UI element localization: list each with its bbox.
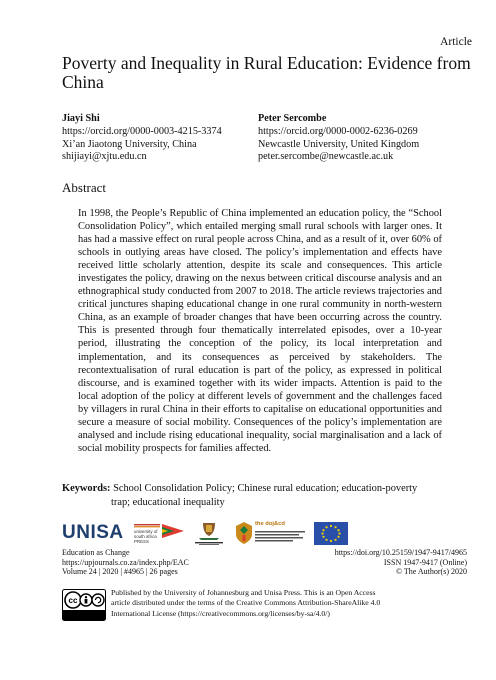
abstract-text: In 1998, the People’s Republic of China implemented an education policy, the “School Consolidation Policy”, which entailed merging small rural schools with larger ones. It has had a massive effect on rural people across China, and as a result of it, over 60% of schools in outlying areas have closed. The policy’s implementation and effects have received little scholarly attention, despite its scale and consequences. This article investigates the policy, drawing on the nexus between critical discourse analysis and an ethnographical study conducted from 2007 to 2018. The article reviews trajectories and critical junctures shaping educational change in one rural community in north-western China, as an example of broader changes that have been occurring across the country. This is presented through four thematically interrelated episodes, over a 10-year period, illustrating the conception of the policy, its local interpretation and implementation, and its consequences as perceived by stakeholders. The recontextualisation of rural education is part of the policy, as expressed in political discourse, and is examined together with its wider impacts. Attention is paid to the local adoption of the policy at different levels of government and the challenges faced by villagers in rural China in their efforts to capitalise on educational opportunities and secure a measure of social mobility. Consequences of the policy’s implementation are analysed and include rising educational inequality, social marginalisation and a lack of social mobility prospects for families affected.	[78, 208, 442, 454]
author-email-link[interactable]: peter.sercombe@newcastle.ac.uk	[258, 151, 394, 163]
cc-badge-text: cc	[68, 596, 78, 606]
author-name: Peter Sercombe	[258, 113, 327, 124]
copyright: © The Author(s) 2020	[395, 567, 467, 577]
license-line-2: article distributed under the terms of the Creative Commons Attribution-ShareAlike 4.0	[111, 598, 381, 608]
author-orcid-link[interactable]: https://orcid.org/0000-0003-4215-3374	[62, 125, 222, 137]
volume-info: Volume 24 | 2020 | #4965 | 26 pages	[62, 567, 178, 577]
keywords	[62, 482, 446, 509]
doj-emblem-icon	[236, 522, 252, 544]
author-block-1	[62, 113, 222, 164]
press-bars-icon	[134, 524, 160, 528]
journal-name: Education as Change	[62, 548, 130, 557]
doj-logo-text: the doj&cd	[255, 521, 285, 527]
publisher-logos	[62, 520, 302, 546]
author-email-link[interactable]: shijiayi@xjtu.edu.cn	[62, 151, 147, 163]
sa-icon	[92, 594, 104, 606]
license-line-1: Published by the University of Johannesburg and Unisa Press. This is an Open Access	[111, 588, 376, 597]
author-affiliation: Newcastle University, United Kingdom	[258, 138, 420, 150]
journal-url-link[interactable]: https://upjournals.co.za/index.php/EAC	[62, 557, 189, 567]
unisa-press-logo	[134, 524, 160, 545]
publication-info	[335, 548, 467, 577]
keywords-line-1: School Consolidation Policy; Chinese rural education; education-poverty	[113, 483, 418, 494]
author-affiliation: Xi’an Jiaotong University, China	[62, 138, 197, 150]
coat-of-arms-icon	[189, 520, 229, 546]
article-title: Poverty and Inequality in Rural Education: Evidence from China	[62, 53, 471, 92]
doi-link[interactable]: https://doi.org/10.25159/1947-9417/4965	[334, 548, 467, 557]
license-text	[111, 588, 431, 619]
cc-by-sa-badge[interactable]	[62, 589, 106, 621]
author-block-2	[258, 113, 419, 164]
author-orcid-link[interactable]: https://orcid.org/0000-0002-6236-0269	[258, 125, 418, 137]
article-type-label: Article	[440, 36, 472, 48]
flag-icon	[162, 524, 184, 538]
unisa-logo: UNISA	[62, 522, 124, 543]
abstract-heading: Abstract	[62, 180, 107, 195]
unisa-press-text: university of south africa PRESS	[134, 528, 158, 544]
keywords-label: Keywords:	[62, 483, 111, 494]
eu-flag-icon	[314, 522, 348, 545]
author-name: Jiayi Shi	[62, 113, 100, 124]
license-line-3: International License (https://creativecommons.org/licenses/by-sa/4.0/)	[111, 608, 330, 618]
issn: ISSN 1947-9417 (Online)	[383, 557, 467, 567]
doj-logo	[236, 520, 308, 546]
journal-info	[62, 548, 189, 577]
keywords-line-2: trap; educational inequality	[111, 496, 225, 508]
doj-subtitle-lines	[255, 531, 307, 543]
